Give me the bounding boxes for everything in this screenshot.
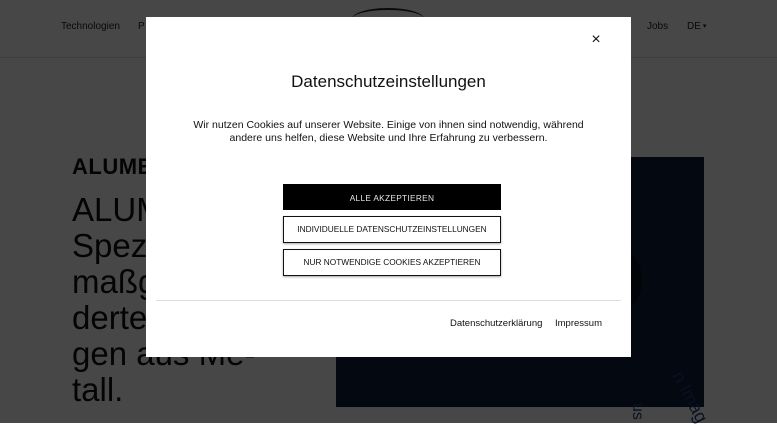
accept-all-button[interactable]: ALLE AKZEPTIEREN: [283, 184, 501, 210]
privacy-policy-link[interactable]: Datenschutzerklärung: [450, 318, 543, 329]
divider: [156, 300, 621, 301]
dialog-title: Datenschutzeinstellungen: [291, 72, 486, 91]
accept-necessary-button[interactable]: NUR NOTWENDIGE COOKIES AKZEPTIEREN: [283, 249, 501, 276]
cookie-consent-dialog: [146, 17, 631, 357]
dialog-description: Wir nutzen Cookies auf unserer Website. Einige von ihnen sind notwendig, während andere uns helfen, diese Website und Ihre Erfahrung zu verbessern.: [193, 119, 584, 144]
close-icon[interactable]: ×: [591, 31, 601, 48]
imprint-link[interactable]: Impressum: [555, 318, 602, 329]
individual-settings-button[interactable]: INDIVIDUELLE DATENSCHUTZEINSTELLUNGEN: [283, 216, 501, 243]
